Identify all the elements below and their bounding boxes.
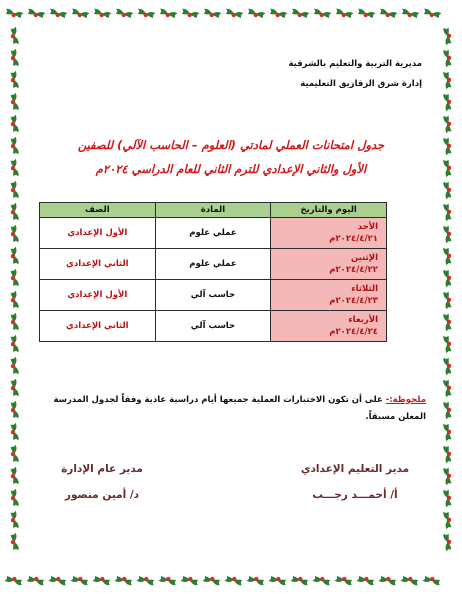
holly-sprig (70, 8, 89, 19)
grade-cell: الثاني الإعدادي (40, 311, 156, 342)
holly-sprig (290, 8, 309, 19)
holly-sprig (9, 401, 19, 420)
holly-sprig (48, 575, 67, 586)
holly-sprig (443, 489, 453, 508)
holly-sprig (422, 8, 441, 19)
holly-sprig (422, 575, 441, 586)
subject-cell: عملي علوم (155, 218, 271, 249)
holly-sprig (9, 269, 19, 288)
holly-sprig (158, 575, 177, 586)
day-date-cell (271, 249, 387, 280)
holly-sprig (136, 8, 155, 19)
date-value: ٢٠٢٤/٤/٢١م (329, 234, 378, 244)
holly-sprig (443, 93, 453, 112)
holly-sprig (246, 575, 265, 586)
administration-line: إدارة شرق الزقازيق التعليمية (300, 79, 422, 89)
day-date-cell (271, 218, 387, 249)
subject-cell: حاسب آلي (155, 311, 271, 342)
holly-sprig (70, 575, 89, 586)
day-name: الثلاثاء (351, 284, 378, 294)
holly-sprig (443, 401, 453, 420)
holly-sprig (9, 291, 19, 310)
subject-cell: حاسب آلي (155, 280, 271, 311)
holly-sprig (443, 533, 453, 552)
holly-sprig (9, 225, 19, 244)
holly-sprig (9, 423, 19, 442)
holly-sprig (4, 575, 23, 586)
holly-sprig (443, 27, 453, 46)
directorate-line: مديرية التربية والتعليم بالشرقية (288, 59, 422, 69)
holly-sprig (246, 8, 265, 19)
holly-sprig (9, 49, 19, 68)
holly-sprig (9, 181, 19, 200)
holly-sprig (202, 575, 221, 586)
table-header-row (40, 203, 387, 218)
signature-role: مدير عام الإدارة (61, 463, 143, 475)
holly-sprig (443, 181, 453, 200)
date-value: ٢٠٢٤/٤/٢٤م (329, 327, 378, 337)
holly-sprig (443, 137, 453, 156)
holly-sprig (9, 467, 19, 486)
signature-general-director (42, 456, 162, 508)
holly-sprig (312, 8, 331, 19)
holly-sprig (9, 115, 19, 134)
header-subject: المادة (155, 203, 271, 218)
document-content (30, 40, 432, 560)
holly-sprig (9, 71, 19, 90)
holly-sprig (158, 8, 177, 19)
day-name: الأربعاء (348, 315, 378, 325)
holly-sprig (400, 8, 419, 19)
holly-sprig (443, 335, 453, 354)
signature-name: د/ أمين منصور (64, 489, 140, 501)
holly-sprig (443, 225, 453, 244)
title-line-1: جدول امتحانات العملي لمادتي (العلوم – الحاسب الآلي) للصفين (77, 138, 385, 152)
holly-sprig (180, 8, 199, 19)
header (288, 54, 422, 94)
holly-sprig (9, 533, 19, 552)
holly-sprig (114, 8, 133, 19)
holly-sprig (400, 575, 419, 586)
holly-sprig (9, 379, 19, 398)
holly-sprig (443, 313, 453, 332)
date-value: ٢٠٢٤/٤/٢٢م (329, 265, 378, 275)
grade-cell: الأول الإعدادي (40, 218, 156, 249)
day-name: الأحد (357, 222, 378, 232)
day-name: الإثنين (350, 253, 378, 263)
holly-sprig (443, 379, 453, 398)
holly-sprig (443, 247, 453, 266)
signature-primary-director (280, 456, 430, 508)
table-row (40, 218, 387, 249)
date-value: ٢٠٢٤/٤/٢٣م (329, 296, 378, 306)
holly-sprig (443, 203, 453, 222)
holly-sprig (334, 575, 353, 586)
holly-sprig (312, 575, 331, 586)
holly-sprig (114, 575, 133, 586)
holly-sprig (443, 511, 453, 530)
note-label: ملحوظة:- (385, 395, 426, 405)
holly-sprig (136, 575, 155, 586)
header-day-date: اليوم والتاريخ (271, 203, 387, 218)
holly-sprig (9, 335, 19, 354)
holly-sprig (4, 8, 23, 19)
holly-sprig (356, 575, 375, 586)
holly-sprig (224, 575, 243, 586)
holly-sprig (443, 115, 453, 134)
holly-sprig (443, 445, 453, 464)
holly-sprig (202, 8, 221, 19)
holly-sprig (9, 445, 19, 464)
holly-sprig (290, 575, 309, 586)
holly-sprig (443, 291, 453, 310)
holly-sprig (443, 159, 453, 178)
holly-sprig (9, 27, 19, 46)
subject-cell: عملي علوم (155, 249, 271, 280)
holly-sprig (9, 357, 19, 376)
holly-sprig (443, 357, 453, 376)
holly-sprig (443, 423, 453, 442)
holly-sprig (26, 575, 45, 586)
day-date-cell (271, 311, 387, 342)
holly-sprig (268, 575, 287, 586)
title-line-2: الأول والثاني الإعدادي للترم الثاني للعام الدراسي ٢٠٢٤م (95, 162, 367, 176)
header-grade: الصف (40, 203, 156, 218)
holly-sprig (9, 511, 19, 530)
day-date-cell (271, 280, 387, 311)
holly-sprig (356, 8, 375, 19)
table-row (40, 311, 387, 342)
holly-sprig (9, 93, 19, 112)
holly-sprig (268, 8, 287, 19)
holly-sprig (9, 203, 19, 222)
grade-cell: الأول الإعدادي (40, 280, 156, 311)
schedule-table (39, 202, 387, 342)
holly-sprig (9, 313, 19, 332)
holly-sprig (334, 8, 353, 19)
holly-sprig (9, 137, 19, 156)
table-row (40, 249, 387, 280)
signature-name: أ/ أحمـــد رجـــب (312, 489, 398, 501)
holly-sprig (443, 49, 453, 68)
note-text: على أن تكون الاختبارات العملية جميعها أيام دراسية عادية وفقاً لجدول المدرسة المعلن مسبقاً. (53, 395, 426, 422)
holly-sprig (443, 467, 453, 486)
table-row (40, 280, 387, 311)
document-title (30, 133, 432, 181)
holly-sprig (26, 8, 45, 19)
holly-sprig (92, 8, 111, 19)
holly-sprig (92, 575, 111, 586)
note-paragraph (38, 392, 426, 426)
holly-sprig (9, 247, 19, 266)
holly-sprig (48, 8, 67, 19)
holly-sprig (378, 575, 397, 586)
signature-role: مدير التعليم الإعدادي (300, 463, 410, 475)
holly-sprig (443, 269, 453, 288)
holly-sprig (180, 575, 199, 586)
holly-sprig (378, 8, 397, 19)
holly-sprig (443, 71, 453, 90)
grade-cell: الثاني الإعدادي (40, 249, 156, 280)
holly-sprig (9, 159, 19, 178)
holly-sprig (9, 489, 19, 508)
holly-sprig (224, 8, 243, 19)
